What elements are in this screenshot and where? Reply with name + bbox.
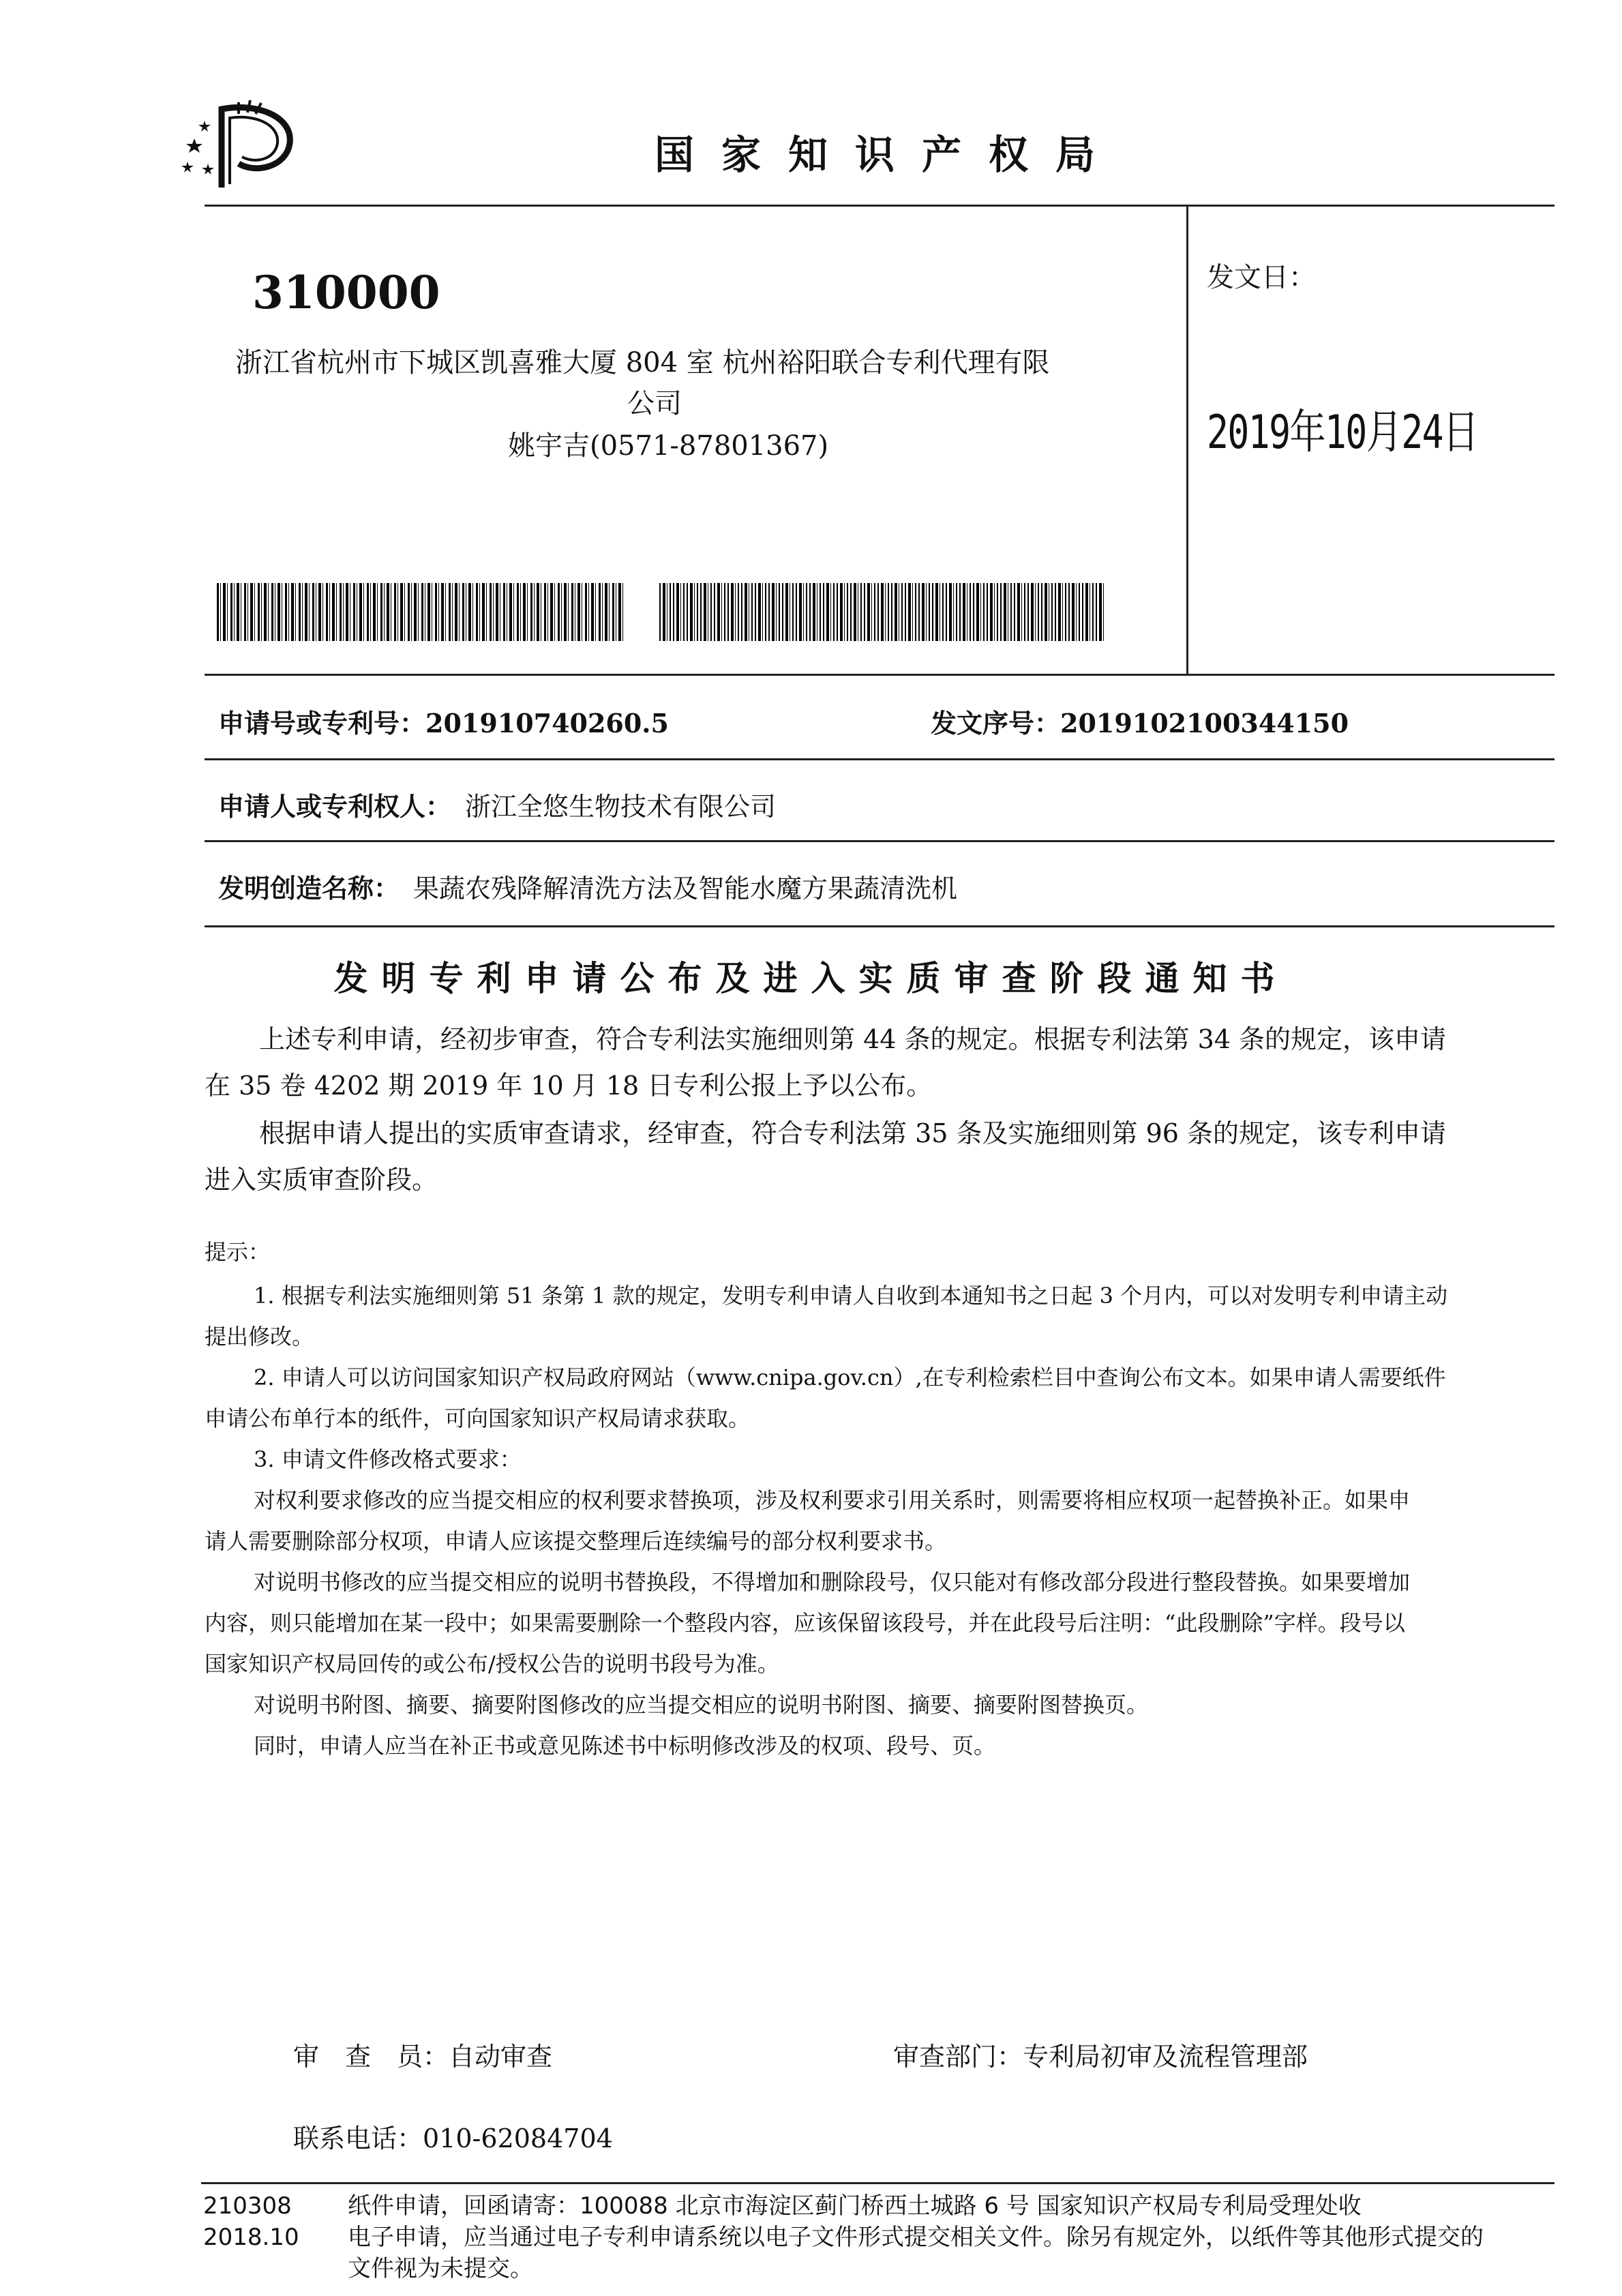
serial-number-row <box>931 702 1349 740</box>
examiner: 自动审查 <box>449 2042 553 2072</box>
postcode: 310000 <box>252 266 440 319</box>
tip3a-line2: 请人需要删除部分权项，申请人应该提交整理后连续编号的部分权利要求书。 <box>205 1528 947 1554</box>
footer-line3: 文件视为未提交。 <box>348 2255 533 2282</box>
serial-number: 2019102100344150 <box>1060 708 1349 739</box>
invention-title: 果蔬农残降解清洗方法及智能水魔方果蔬清洗机 <box>413 874 958 904</box>
issue-date: 2019年10月24日 <box>1207 406 1478 460</box>
footer-rule <box>201 2182 1555 2184</box>
footer-line2: 电子申请，应当通过电子专利申请系统以电子文件形式提交相关文件。除另有规定外，以纸件等其他形式提交的 <box>348 2224 1484 2251</box>
recipient-address-line2: 公司 <box>627 388 682 419</box>
info-rule-1 <box>205 674 1555 676</box>
application-number-row <box>218 702 669 740</box>
tip1-line1: 1. 根据专利法实施细则第 51 条第 1 款的规定，发明专利申请人自收到本通知书之日起 3 个月内，可以对发明专利申请主动 <box>254 1283 1448 1309</box>
info-rule-2 <box>205 758 1555 760</box>
barcode-right <box>659 583 1105 641</box>
notice-p2-line2: 进入实质审查阶段。 <box>205 1165 438 1195</box>
tip1-line2: 提出修改。 <box>205 1324 314 1350</box>
tip3d: 同时，申请人应当在补正书或意见陈述书中标明修改涉及的权项、段号、页。 <box>254 1733 996 1759</box>
info-rule-4 <box>205 925 1555 927</box>
notice-p2-line1: 根据申请人提出的实质审查请求，经审查，符合专利法第 35 条及实施细则第 96 条的规定，该专利申请 <box>259 1118 1447 1148</box>
department: 专利局初审及流程管理部 <box>1023 2042 1308 2072</box>
notice-title: 发明专利申请公布及进入实质审查阶段通知书 <box>333 959 1289 998</box>
tips-heading: 提示： <box>205 1239 271 1265</box>
examiner-label: 审 查 员： <box>293 2042 449 2072</box>
tip3b-line3: 国家知识产权局回传的或公布/授权公告的说明书段号为准。 <box>205 1651 779 1677</box>
tip2-line1: 2. 申请人可以访问国家知识产权局政府网站（www.cnipa.gov.cn）,在专利检索栏目中查询公布文本。如果申请人需要纸件 <box>254 1365 1446 1390</box>
tip3b-line1: 对说明书修改的应当提交相应的说明书替换段，不得增加和删除段号，仅只能对有修改部分段进行整段替换。如果要增加 <box>254 1569 1411 1595</box>
tip3a-line1: 对权利要求修改的应当提交相应的权利要求替换项，涉及权利要求引用关系时，则需要将相应权项一起替换补正。如果申 <box>254 1487 1411 1513</box>
barcode-left <box>217 583 626 641</box>
issue-date-divider <box>1186 205 1188 675</box>
application-number-label: 申请号或专利号： <box>218 708 426 739</box>
applicant: 浙江全悠生物技术有限公司 <box>465 792 777 822</box>
applicant-row <box>218 786 776 823</box>
phone: 010-62084704 <box>423 2123 613 2153</box>
applicant-label: 申请人或专利权人： <box>218 791 452 822</box>
phone-label: 联系电话： <box>293 2123 423 2153</box>
notice-p1-line1: 上述专利申请，经初步审查，符合专利法实施细则第 44 条的规定。根据专利法第 34 条的规定，该申请 <box>259 1024 1447 1054</box>
footer-line1: 纸件申请，回函请寄：100088 北京市海淀区蓟门桥西土城路 6 号 国家知识产权局专利局受理处收 <box>348 2192 1362 2220</box>
invention-row <box>218 867 957 905</box>
office-name: 国家知识产权局 <box>655 132 1123 178</box>
cnipa-logo-icon <box>174 99 300 191</box>
tip3c: 对说明书附图、摘要、摘要附图修改的应当提交相应的说明书附图、摘要、摘要附图替换页。 <box>254 1692 1149 1718</box>
department-label: 审查部门： <box>893 2042 1023 2072</box>
form-code: 210308 <box>203 2192 292 2220</box>
recipient-address-line1: 浙江省杭州市下城区凯喜雅大厦 804 室 杭州裕阳联合专利代理有限 <box>235 347 1050 378</box>
notice-p1-line2: 在 35 卷 4202 期 2019 年 10 月 18 日专利公报上予以公布。 <box>205 1071 933 1101</box>
info-rule-3 <box>205 840 1555 842</box>
form-version: 2018.10 <box>203 2224 299 2251</box>
tip2-line2: 申请公布单行本的纸件，可向国家知识产权局请求获取。 <box>205 1405 751 1431</box>
serial-number-label: 发文序号： <box>931 708 1061 739</box>
application-number: 201910740260.5 <box>425 708 669 739</box>
tip3-heading: 3. 申请文件修改格式要求： <box>254 1446 522 1472</box>
recipient-contact: 姚宇吉(0571-87801367) <box>508 430 829 462</box>
issue-date-label: 发文日： <box>1207 262 1316 293</box>
department-row <box>893 2036 1308 2073</box>
examiner-row <box>293 2036 552 2073</box>
invention-label: 发明创造名称： <box>218 873 400 904</box>
phone-row <box>293 2117 613 2155</box>
header-rule <box>205 205 1555 207</box>
tip3b-line2: 内容，则只能增加在某一段中；如果需要删除一个整段内容，应该保留该段号，并在此段号后注明：“此段删除”字样。段号以 <box>205 1610 1405 1636</box>
